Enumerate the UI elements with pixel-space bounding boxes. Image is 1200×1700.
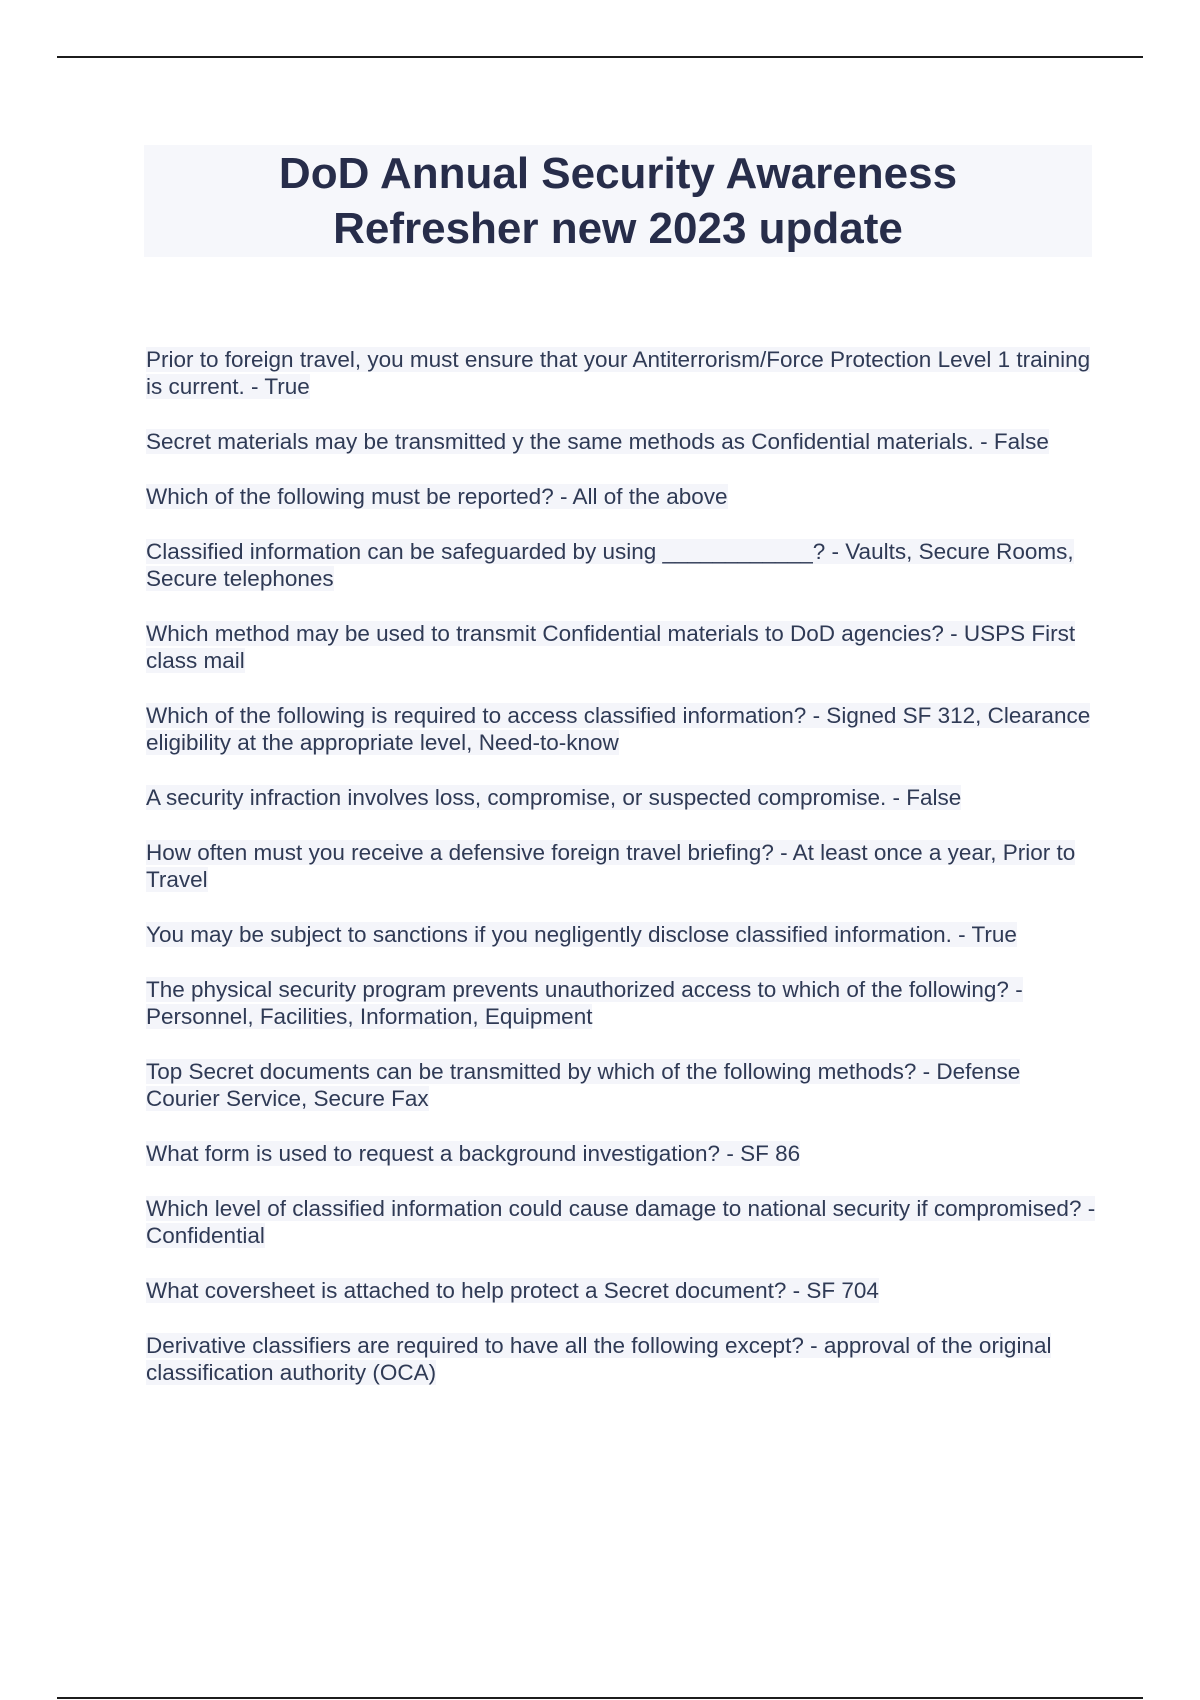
qa-item (146, 1140, 1096, 1167)
qa-item (146, 784, 1096, 811)
qa-item (146, 921, 1096, 948)
qa-text: Which of the following is required to access classified information? - Signed SF 312, Clearance eligibility at the appropriate level, Need-to-know (146, 703, 1091, 755)
qa-text: Which level of classified information could cause damage to national security if compromised? - Confidential (146, 1196, 1096, 1248)
qa-item (146, 620, 1096, 674)
bottom-rule (57, 1697, 1143, 1699)
qa-item (146, 1332, 1096, 1386)
qa-text: What coversheet is attached to help protect a Secret document? - SF 704 (146, 1278, 879, 1303)
qa-item (146, 538, 1096, 592)
qa-text: How often must you receive a defensive foreign travel briefing? - At least once a year, Prior to Travel (146, 840, 1076, 892)
qa-item (146, 346, 1096, 400)
qa-item (146, 1277, 1096, 1304)
qa-text: A security infraction involves loss, compromise, or suspected compromise. - False (146, 785, 962, 810)
qa-item (146, 428, 1096, 455)
qa-item (146, 976, 1096, 1030)
qa-item (146, 483, 1096, 510)
top-rule (57, 56, 1143, 58)
qa-text: Top Secret documents can be transmitted by which of the following methods? - Defense Courier Service, Secure Fax (146, 1059, 1021, 1111)
qa-text: Derivative classifiers are required to have all the following except? - approval of the original classification authority (OCA) (146, 1333, 1052, 1385)
qa-item (146, 839, 1096, 893)
document-title (279, 146, 957, 256)
qa-text: Which method may be used to transmit Confidential materials to DoD agencies? - USPS First class mail (146, 621, 1076, 673)
qa-text: Which of the following must be reported? - All of the above (146, 484, 728, 509)
qa-text: The physical security program prevents unauthorized access to which of the following? - Personnel, Facilities, Information, Equipment (146, 977, 1023, 1029)
qa-item (146, 1058, 1096, 1112)
qa-text: What form is used to request a background investigation? - SF 86 (146, 1141, 801, 1166)
qa-text: You may be subject to sanctions if you negligently disclose classified information. - True (146, 922, 1017, 947)
qa-item (146, 1195, 1096, 1249)
title-line-1: DoD Annual Security Awareness (278, 149, 958, 198)
title-banner (144, 145, 1092, 257)
qa-list (146, 346, 1096, 1414)
qa-text: Secret materials may be transmitted y the same methods as Confidential materials. - False (146, 429, 1049, 454)
title-line-2: Refresher new 2023 update (333, 204, 903, 253)
qa-text: Prior to foreign travel, you must ensure that your Antiterrorism/Force Protection Level 1 training is current. - True (146, 347, 1091, 399)
qa-item (146, 702, 1096, 756)
qa-text: Classified information can be safeguarded by using ____________? - Vaults, Secure Rooms, Secure telephones (146, 539, 1074, 591)
